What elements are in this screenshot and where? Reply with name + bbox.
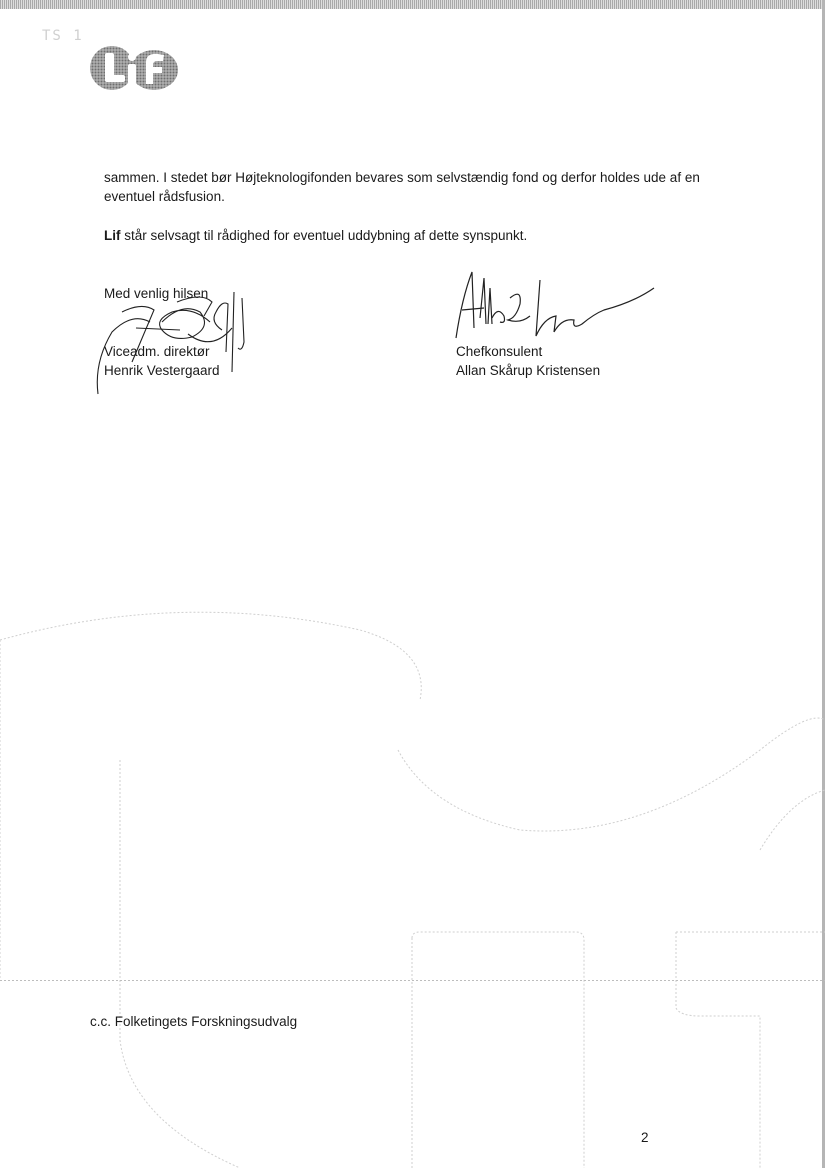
signature-allan-skarup-kristensen: [444, 258, 666, 354]
right-signer-name: Allan Skårup Kristensen: [456, 363, 601, 378]
left-signer-name: Henrik Vestergaard: [104, 363, 220, 378]
stamp-marks: TS 1: [42, 28, 84, 44]
signature-henrik-vestergaard: [92, 282, 262, 398]
body-paragraph-2: [104, 226, 724, 245]
scan-top-border: [0, 0, 825, 9]
lif-logo: [88, 44, 180, 92]
right-signer-title: Chefkonsulent: [456, 344, 543, 359]
cc-line: c.c. Folketingets Forskningsudvalg: [90, 1014, 298, 1029]
paragraph-2-text: står selvsagt til rådighed for eventuel uddybning af dette synspunkt.: [120, 228, 528, 243]
scan-fold-line: [0, 980, 825, 981]
lif-watermark: [0, 560, 825, 1168]
closing-greeting: Med venlig hilsen: [104, 286, 209, 301]
org-name: Lif: [104, 228, 121, 243]
left-signer-title: Viceadm. direktør: [104, 344, 210, 359]
body-paragraph-1: sammen. I stedet bør Højteknologifonden bevares som selvstændig fond og derfor holdes ude af en eventuel rådsfusion.: [104, 170, 700, 204]
page-number: 2: [641, 1130, 649, 1145]
